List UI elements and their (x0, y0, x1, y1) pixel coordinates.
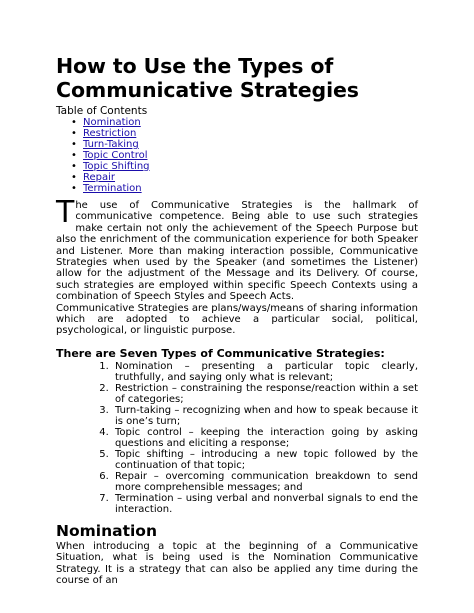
toc-link-nomination[interactable]: Nomination (83, 117, 141, 128)
list-item: 6. Repair – overcoming communication breakdown to send more comprehensible messages; and (112, 471, 418, 493)
toc-label: Table of Contents (56, 105, 148, 117)
list-item: 1. Nomination – presenting a particular topic clearly, truthfully, and saying only what is relevant; (112, 361, 418, 383)
toc-item (71, 183, 418, 194)
intro-paragraph: he use of Communicative Strategies is the hallmark of communicative competence. Being able to use such strategies make certain not only the achievement of the Speech Purpose but also the enrichment of the communication experience for both Speaker and Listener. More than making interaction possible, Communicative Strategies when used by the Speaker (and sometimes the Listener) allow for the adjustment of the Message and its Delivery. Of course, such strategies are employed within specific Speech Contexts using a combination of Speech Styles and Speech Acts. (56, 200, 418, 303)
toc-link-topic-control[interactable]: Topic Control (83, 150, 148, 161)
toc-link-repair[interactable]: Repair (83, 172, 116, 183)
toc-item (71, 150, 418, 161)
toc-item (71, 117, 418, 128)
list-item: 4. Topic control – keeping the interaction going by asking questions and eliciting a response; (112, 427, 418, 449)
page-title: How to Use the Types of Communicative Strategies (56, 54, 359, 102)
intro-section (56, 195, 418, 337)
toc-link-termination[interactable]: Termination (83, 183, 142, 194)
toc-item (71, 139, 418, 150)
list-item: 7. Termination – using verbal and nonverbal signals to end the interaction. (112, 493, 418, 515)
toc-item (71, 172, 418, 183)
toc-link-restriction[interactable]: Restriction (83, 128, 137, 139)
toc-link-topic-shifting[interactable]: Topic Shifting (83, 161, 150, 172)
list-item: 2. Restriction – constraining the response/reaction within a set of categories; (112, 383, 418, 405)
intro-paragraph-definition: Communicative Strategies are plans/ways/means of sharing information which are adopted to achieve a particular social, political, psychological, or linguistic purpose. (56, 302, 418, 337)
toc-item (71, 161, 418, 172)
list-item: 5. Topic shifting – introducing a new topic followed by the continuation of that topic; (112, 449, 418, 471)
drop-cap: T (56, 195, 75, 230)
table-of-contents (56, 117, 418, 194)
list-item: 3. Turn-taking – recognizing when and how to speak because it is one’s turn; (112, 405, 418, 427)
toc-link-turn-taking[interactable]: Turn-Taking (83, 139, 139, 150)
toc-item (71, 128, 418, 139)
types-heading: There are Seven Types of Communicative Strategies: (56, 346, 385, 360)
section-heading-nomination: Nomination (56, 521, 157, 540)
types-list (56, 361, 418, 515)
section-paragraph: When introducing a topic at the beginning of a Communicative Situation, what is being used is the Nomination Communicative Strategy. It is a strategy that can also be applied any time during the course of an (56, 540, 418, 587)
